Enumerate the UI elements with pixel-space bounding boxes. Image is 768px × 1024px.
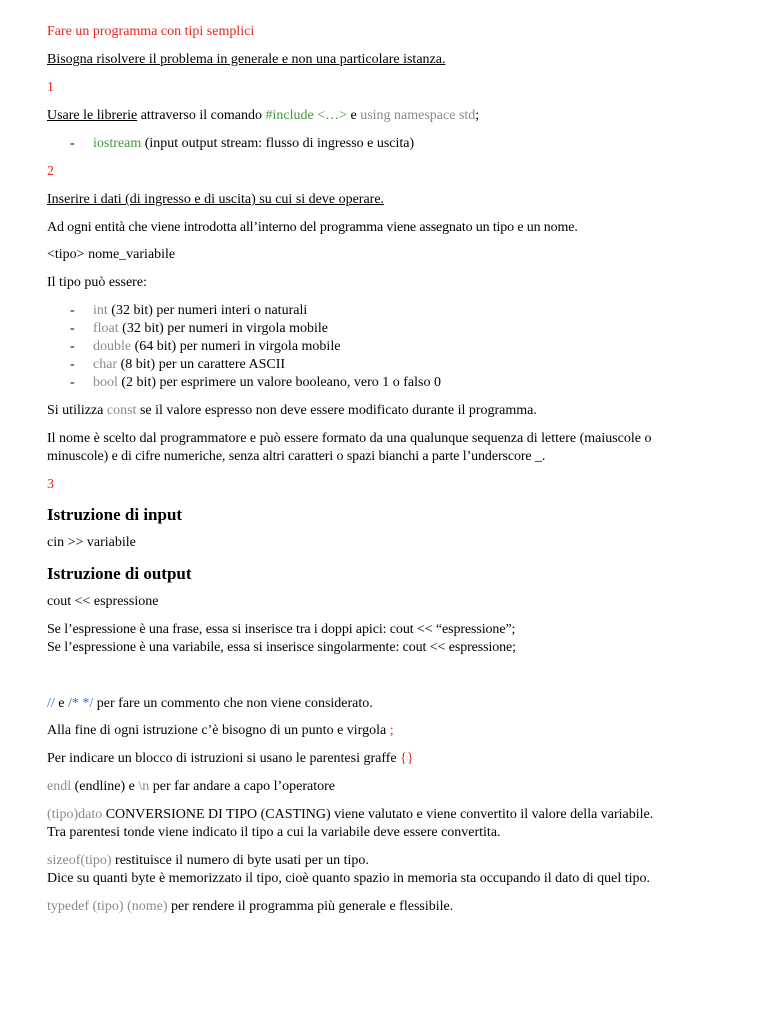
cast-text: CONVERSIONE DI TIPO (CASTING) viene valutato e viene convertito il valore della variabile. <box>102 807 654 822</box>
typedef-keyword: typedef (tipo) (nome) <box>47 899 168 914</box>
comment-text: per fare un commento che non viene considerato. <box>93 696 373 711</box>
bullet-dash-icon: - <box>70 339 75 354</box>
library-semicolon: ; <box>475 108 480 123</box>
iostream-keyword: iostream <box>93 136 142 151</box>
cast-line-1 <box>47 806 653 824</box>
intro-line: Bisogna risolvere il problema in generale e non una particolare istanza. <box>47 52 446 67</box>
output-heading: Istruzione di output <box>47 564 192 583</box>
semicolon-text: Alla fine di ogni istruzione c’è bisogno di un punto e virgola <box>47 723 390 738</box>
entity-paragraph: Ad ogni entità che viene introdotta all’interno del programma viene assegnato un tipo e un nome. <box>47 220 578 235</box>
section-number-1: 1 <box>47 80 54 95</box>
types-intro: Il tipo può essere: <box>47 275 147 290</box>
bullet-dash-icon: - <box>70 303 75 318</box>
comment-keyword-2: /* */ <box>68 696 94 711</box>
section-number-3: 3 <box>47 477 54 492</box>
expression-line-2: Se l’espressione è una variabile, essa si inserisce singolarmente: cout << espressione; <box>47 640 516 655</box>
newline-keyword: \n <box>138 779 150 794</box>
type-keyword: float <box>93 321 119 336</box>
sizeof-keyword: sizeof(tipo) <box>47 853 112 868</box>
library-line <box>47 107 479 125</box>
sizeof-line-2: Dice su quanti byte è memorizzato il tipo, cioè quanto spazio in memoria sta occupando il dato di quel tipo. <box>47 871 651 886</box>
bullet-dash-icon: - <box>70 321 75 336</box>
type-keyword: double <box>93 339 132 354</box>
expression-line-1: Se l’espressione è una frase, essa si inserisce tra i doppi apici: cout << “espressione”; <box>47 622 516 637</box>
bullet-dash-icon: - <box>70 375 75 390</box>
block-text: Per indicare un blocco di istruzioni si usano le parentesi graffe <box>47 751 401 766</box>
input-heading: Istruzione di input <box>47 505 183 524</box>
const-line <box>47 402 537 420</box>
input-syntax: cin >> variabile <box>47 535 136 550</box>
cast-line-2: Tra parentesi tonde viene indicato il tipo a cui la variabile deve essere convertita. <box>47 825 501 840</box>
library-conj: e <box>346 108 361 123</box>
const-pre: Si utilizza <box>47 403 107 418</box>
type-desc: (32 bit) per numeri interi o naturali <box>107 303 308 318</box>
section-number-2: 2 <box>47 164 54 179</box>
bullet-dash-icon: - <box>70 136 75 151</box>
comment-keyword-1: // <box>47 696 55 711</box>
sizeof-text: restituisce il numero di byte usati per un tipo. <box>111 853 369 868</box>
iostream-bullet <box>70 135 414 153</box>
name-rule-line-1: Il nome è scelto dal programmatore e può essere formato da una qualunque sequenza di lettere (maiuscole o <box>47 431 652 446</box>
output-syntax: cout << espressione <box>47 594 159 609</box>
type-desc: (8 bit) per un carattere ASCII <box>117 357 286 372</box>
include-keyword: #include <…> <box>265 108 347 123</box>
library-text: attraverso il comando <box>137 108 266 123</box>
type-desc: (2 bit) per esprimere un valore booleano, vero 1 o falso 0 <box>117 375 441 390</box>
document-heading: Fare un programma con tipi semplici <box>47 24 255 39</box>
endl-post: per far andare a capo l’operatore <box>149 779 336 794</box>
section2-title: Inserire i dati (di ingresso e di uscita) su cui si deve operare. <box>47 192 385 207</box>
comment-line <box>47 695 373 713</box>
type-item-bool <box>70 374 441 392</box>
type-keyword: char <box>93 357 118 372</box>
type-desc: (64 bit) per numeri in virgola mobile <box>131 339 341 354</box>
using-keyword: using namespace std <box>360 108 476 123</box>
type-keyword: int <box>93 303 108 318</box>
semicolon-keyword: ; <box>389 723 394 738</box>
typedef-line <box>47 898 453 916</box>
type-item-char <box>70 356 285 374</box>
bullet-dash-icon: - <box>70 357 75 372</box>
library-label: Usare le librerie <box>47 108 138 123</box>
endl-line <box>47 778 335 796</box>
typedef-text: per rendere il programma più generale e flessibile. <box>167 899 454 914</box>
block-line <box>47 750 414 768</box>
comment-conj: e <box>54 696 68 711</box>
iostream-desc: (input output stream: flusso di ingresso e uscita) <box>141 136 415 151</box>
endl-keyword: endl <box>47 779 72 794</box>
syntax-line: <tipo> nome_variabile <box>47 247 176 262</box>
cast-keyword: (tipo)dato <box>47 807 103 822</box>
semicolon-line <box>47 722 394 740</box>
type-keyword: bool <box>93 375 118 390</box>
type-item-double <box>70 338 340 356</box>
type-item-float <box>70 320 328 338</box>
sizeof-line-1 <box>47 852 369 870</box>
block-keyword: {} <box>400 751 414 766</box>
name-rule-line-2: minuscole) e di cifre numeriche, senza altri caratteri o spazi bianchi a parte l’underscore _. <box>47 449 546 464</box>
const-keyword: const <box>106 403 137 418</box>
endl-mid: (endline) e <box>71 779 139 794</box>
type-item-int <box>70 302 307 320</box>
const-post: se il valore espresso non deve essere modificato durante il programma. <box>136 403 537 418</box>
type-desc: (32 bit) per numeri in virgola mobile <box>118 321 328 336</box>
